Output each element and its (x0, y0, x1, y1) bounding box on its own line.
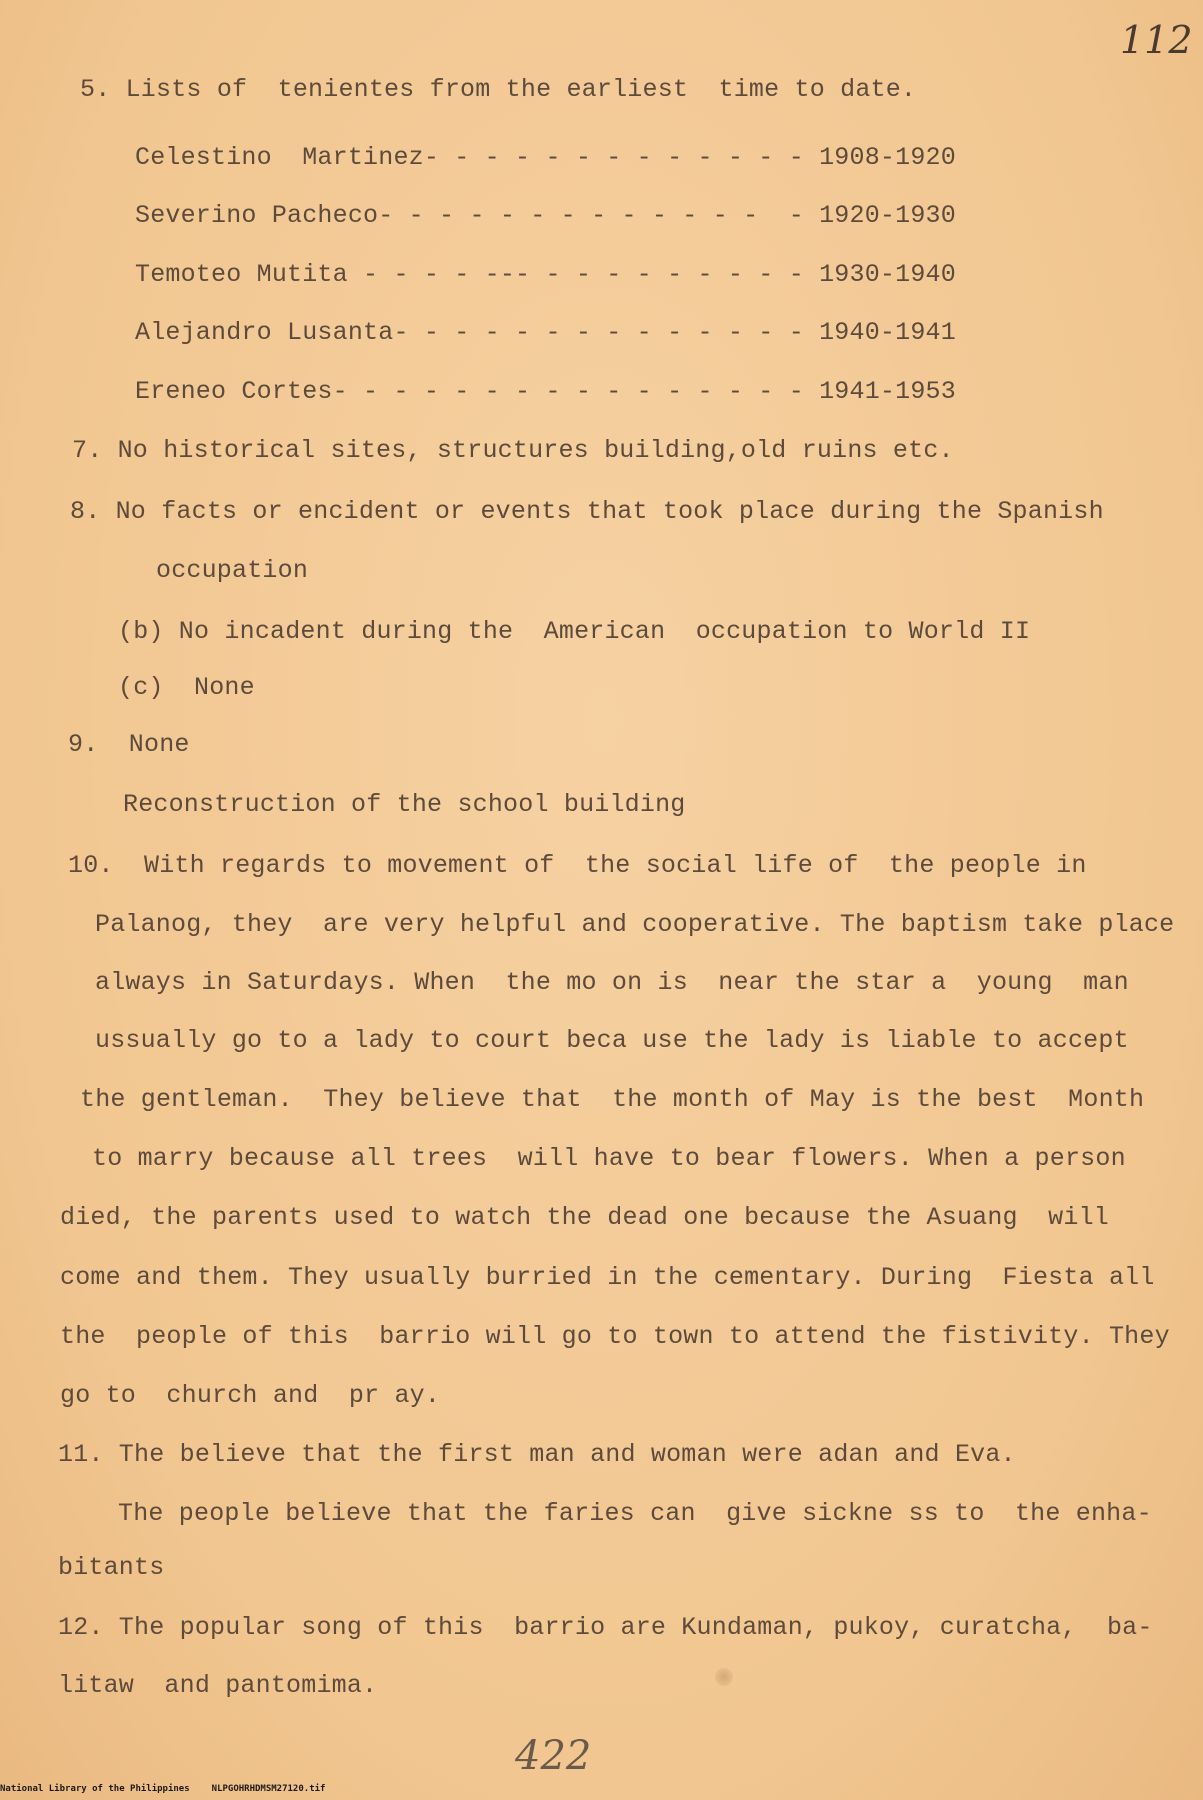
text-line: (c) None (118, 673, 255, 702)
text-line: 7. No historical sites, structures building,old ruins etc. (72, 436, 954, 465)
scan-footer (0, 1784, 347, 1794)
text-line: The people believe that the faries can give sickne ss to the enha- (118, 1499, 1152, 1528)
library-name: National Library of the Philippines (0, 1784, 190, 1794)
folio-number: 422 (515, 1733, 592, 1779)
text-line: litaw and pantomima. (58, 1671, 378, 1700)
text-line: 10. With regards to movement of the social life of the people in (68, 851, 1087, 880)
text-line: 8. No facts or encident or events that took place during the Spanish (70, 497, 1104, 526)
text-line: bitants (58, 1553, 165, 1582)
text-line: to marry because all trees will have to bear flowers. When a person (92, 1144, 1126, 1173)
text-line: occupation (156, 556, 309, 585)
text-line: 5. Lists of tenientes from the earliest time to date. (80, 75, 917, 104)
text-line: come and them. They usually burried in the cementary. During Fiesta all (60, 1263, 1155, 1292)
text-line: Ereneo Cortes- - - - - - - - - - - - - - - - 1941-1953 (135, 377, 956, 406)
text-line: always in Saturdays. When the mo on is near the star a young man (95, 968, 1129, 997)
text-line: Alejandro Lusanta- - - - - - - - - - - - - - 1940-1941 (135, 318, 956, 347)
text-line: Celestino Martinez- - - - - - - - - - - - - 1908-1920 (135, 143, 956, 172)
text-line: 9. None (68, 730, 190, 759)
text-line: the gentleman. They believe that the month of May is the best Month (80, 1085, 1145, 1114)
text-line: 11. The believe that the first man and woman were adan and Eva. (58, 1440, 1016, 1469)
text-line: Severino Pacheco- - - - - - - - - - - - - - 1920-1930 (135, 201, 956, 230)
text-line: Palanog, they are very helpful and cooperative. The baptism take place (95, 910, 1175, 939)
text-line: the people of this barrio will go to town to attend the fistivity. They (60, 1322, 1170, 1351)
text-line: ussually go to a lady to court beca use the lady is liable to accept (95, 1026, 1129, 1055)
text-line: Reconstruction of the school building (123, 790, 686, 819)
text-line: Temoteo Mutita - - - - --- - - - - - - - - - 1930-1940 (135, 260, 956, 289)
text-line: 12. The popular song of this barrio are Kundaman, pukoy, curatcha, ba- (58, 1613, 1153, 1642)
page-number: 112 (1120, 18, 1193, 62)
file-id: NLPGOHRHDMSM27120.tif (211, 1784, 326, 1794)
paper-mark (715, 1668, 733, 1686)
text-line: go to church and pr ay. (60, 1381, 441, 1410)
text-line: (b) No incadent during the American occupation to World II (118, 617, 1031, 646)
text-line: died, the parents used to watch the dead one because the Asuang will (60, 1203, 1109, 1232)
